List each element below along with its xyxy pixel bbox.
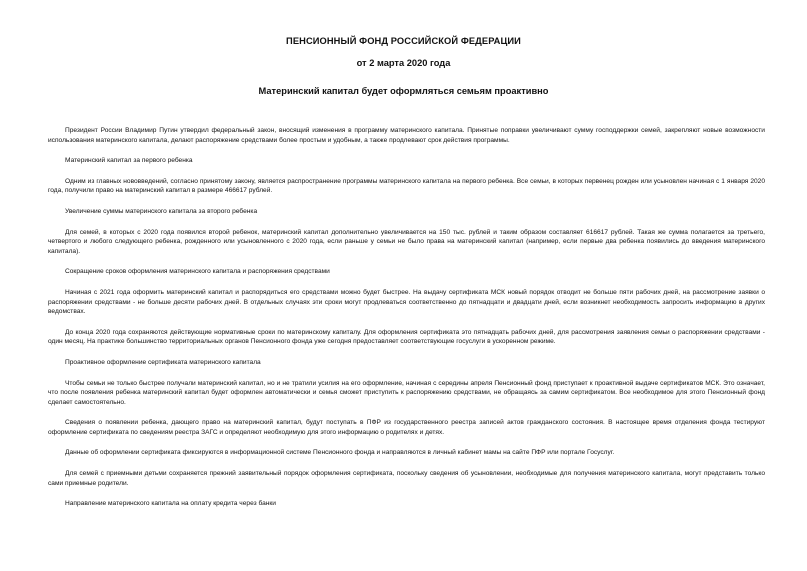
section-heading: Направление материнского капитала на оплату кредита через банки xyxy=(65,500,276,508)
section-heading: Проактивное оформление сертификата материнского капитала xyxy=(65,358,261,366)
paragraph: Начиная с 2021 года оформить материнский капитал и распорядиться его средствами можно будет быстрее. На выдачу сертификата МСК новый порядок отводит не больше пяти рабочих дней, на рассмотрение заявки о распоряжении средствами - не больше десяти рабочих дней. В отдельных случаях эти сроки могут продлеваться соответственно до пятнадцати и двадцати дней, если возникнет необходимость запросить информацию в других ведомствах. xyxy=(48,288,765,316)
document-title: Материнский капитал будет оформляться семьям проактивно xyxy=(258,86,549,96)
organization-heading: ПЕНСИОННЫЙ ФОНД РОССИЙСКОЙ ФЕДЕРАЦИИ xyxy=(286,36,521,46)
paragraph: Президент России Владимир Путин утвердил федеральный закон, вносящий изменения в программу материнского капитала. Принятые поправки увеличивают сумму господдержки семей, закрепляют новые возможности использования материнского капитала, делают распоряжение средствами более простым и удобным, а также продлевают срок действия программы. xyxy=(48,127,765,144)
document-body xyxy=(48,126,765,520)
section-heading: Материнский капитал за первого ребенка xyxy=(65,157,193,165)
paragraph: Чтобы семьи не только быстрее получали материнский капитал, но и не тратили усилия на его оформление, начиная с середины апреля Пенсионный фонд приступает к проактивной выдаче сертификатов МСК. Это означает, что после появления ребенка материнский капитал будет оформлен автоматически и семья сможет приступить к распоряжению средствами, не обращаясь за самим сертификатом. Все необходимое для этого Пенсионный фонд сделает самостоятельно. xyxy=(48,379,765,406)
paragraph: Для семей с приемными детьми сохраняется прежний заявительный порядок оформления сертификата, поскольку сведения об усыновлении, необходимые для получения материнского капитала, могут представить только сами приемные родители. xyxy=(48,470,765,487)
paragraph: Данные об оформлении сертификата фиксируются в информационной системе Пенсионного фонда и направляются в личный кабинет мамы на сайте ПФР или портале Госуслуг. xyxy=(65,449,615,457)
paragraph: Для семей, в которых с 2020 года появился второй ребенок, материнский капитал дополнительно увеличивается на 150 тыс. рублей и таким образом составляет 616617 рублей. Такая же сумма полагается за третьего, четвертого и любого следующего ребенка, рожденного или усыновленного с 2020 года, если раньше у семьи не было права на материнский капитал (например, если первые два ребенка появились до введения материнского капитала). xyxy=(48,228,765,255)
paragraph: Одним из главных нововведений, согласно принятому закону, является распространение программы материнского капитала на первого ребенка. Все семьи, в которых первенец рожден или усыновлен начиная с 1 января 2020 года, получили право на материнский капитал в размере 466617 рублей. xyxy=(48,177,765,195)
document-date: от 2 марта 2020 года xyxy=(356,58,451,68)
section-heading: Сокращение сроков оформления материнского капитала и распоряжения средствами xyxy=(65,268,330,276)
paragraph: Сведения о появлении ребенка, дающего право на материнский капитал, будут поступать в ПФР из государственного реестра записей актов гражданского состояния. В настоящее время отделения фонда тестируют оформление сертификата по сведениям реестра ЗАГС и определяют необходимую для этого информацию о родителях и детях. xyxy=(48,419,765,436)
section-heading: Увеличение суммы материнского капитала за второго ребенка xyxy=(65,207,258,215)
paragraph: До конца 2020 года сохраняются действующие нормативные сроки по материнскому капиталу. Для оформления сертификата это пятнадцать рабочих дней, для рассмотрения заявления семьи о распоряжении средствами - один месяц. На практике большинство территориальных органов Пенсионного фонда уже сегодня предоставляет соответствующие госуслуги в ускоренном режиме. xyxy=(48,328,765,346)
